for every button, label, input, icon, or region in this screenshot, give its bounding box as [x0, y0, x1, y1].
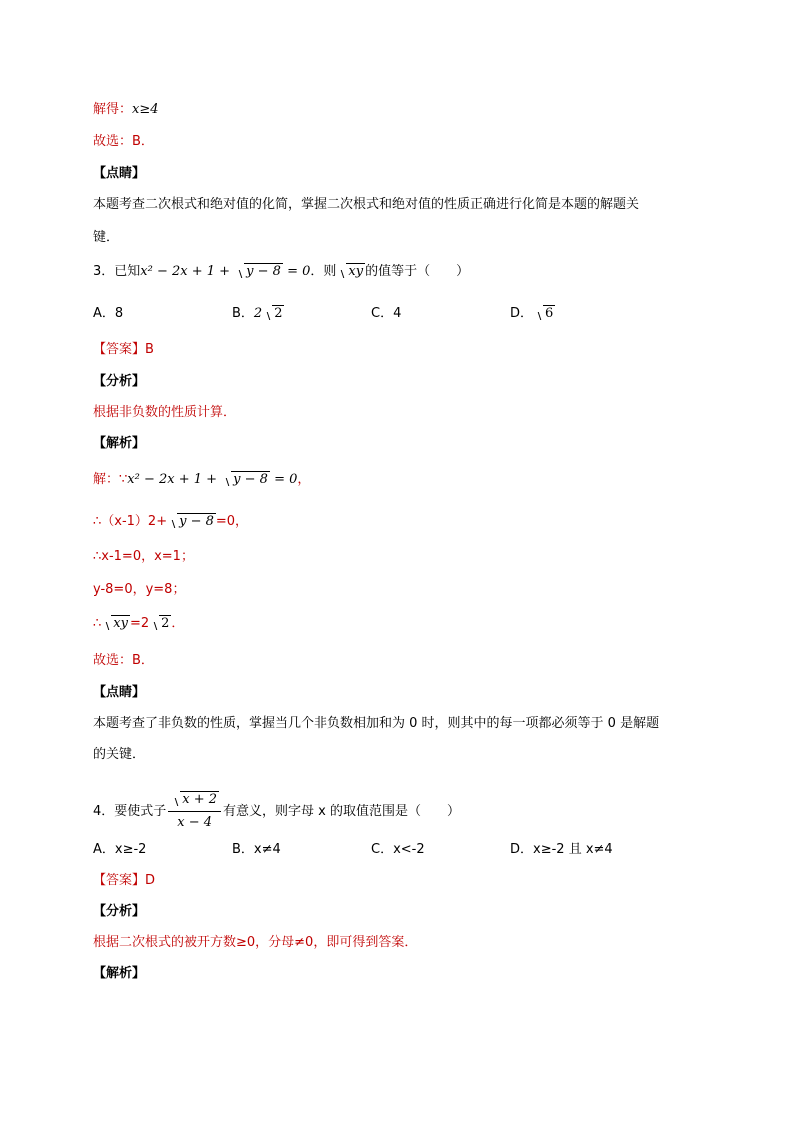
section-heading-analysis: 【分析】 — [93, 904, 146, 919]
radicand: y − 8 — [233, 472, 268, 487]
analysis-text: 根据二次根式的被开方数≥0，分母≠0，即可得到答案． — [93, 935, 418, 950]
text: 解得： — [93, 102, 133, 117]
answer-heading: 【答案】D — [93, 873, 156, 888]
radicand: 6 — [545, 306, 554, 321]
text: ∴ — [93, 616, 102, 631]
question-4 — [93, 790, 460, 833]
option-a: A．x≥-2 — [93, 842, 147, 857]
section-heading-analysis: 【分析】 — [93, 374, 146, 389]
text: 有意义，则字母 x 的取值范围是（ ） — [223, 804, 461, 819]
paragraph-line: 本题考查二次根式和绝对值的化简，掌握二次根式和绝对值的性质正确进行化简是本题的解题关 — [93, 197, 640, 212]
solution-step — [93, 512, 248, 532]
fraction-denominator: x − 4 — [177, 815, 213, 830]
text: 解：∵ — [93, 472, 128, 487]
sqrt-symbol — [263, 304, 284, 324]
sqrt-symbol — [102, 614, 130, 634]
text: =2 — [129, 616, 150, 631]
fraction — [168, 790, 221, 833]
answer-line: 故选：B． — [93, 653, 154, 668]
solution-step: y-8=0，y=8； — [93, 582, 186, 597]
paragraph-line: 的关键． — [93, 747, 146, 762]
section-heading-solution: 【解析】 — [93, 436, 146, 451]
question-number: 4．要使式子 — [93, 804, 167, 819]
option-d: D．x≥-2 且 x≠4 — [510, 842, 613, 857]
sqrt-symbol — [222, 470, 270, 490]
answer-line: 故选：B． — [93, 134, 154, 149]
question-number: 3．已知 — [93, 264, 141, 279]
sqrt-symbol — [171, 790, 219, 810]
solution-step — [93, 614, 184, 634]
section-heading-dianjing: 【点睛】 — [93, 685, 146, 700]
radicand: 2 — [274, 306, 283, 321]
answer-heading: 【答案】B — [93, 342, 154, 357]
option-label: B． — [232, 306, 254, 321]
text: ， — [297, 472, 311, 487]
math-expression: x² − 2x + 1 + — [140, 264, 235, 279]
sqrt-symbol — [150, 614, 171, 634]
text: 的值等于（ ） — [365, 264, 470, 279]
option-c: C．x<-2 — [371, 842, 425, 857]
sqrt-symbol — [235, 262, 283, 282]
radicand: y − 8 — [246, 264, 281, 279]
math-expression: = 0 — [269, 472, 298, 487]
radicand: x + 2 — [182, 792, 218, 807]
option-b: B．x≠4 — [232, 842, 281, 857]
text: ∴（x-1）2+ — [93, 514, 168, 529]
analysis-text: 根据非负数的性质计算． — [93, 405, 237, 420]
math-expression: x≥4 — [132, 102, 159, 117]
option-b — [232, 304, 284, 324]
solution-line — [93, 100, 159, 120]
option-a: A．8 — [93, 306, 124, 321]
option-label: D． — [510, 306, 534, 321]
sqrt-symbol — [168, 512, 216, 532]
paragraph-line: 键． — [93, 230, 120, 245]
question-3 — [93, 262, 469, 282]
paragraph-line: 本题考查了非负数的性质，掌握当几个非负数相加和为 0 时，则其中的每一项都必须等于 0 是解题 — [93, 716, 660, 731]
option-c: C．4 — [371, 306, 402, 321]
solution-step: ∴x-1=0，x=1； — [93, 549, 194, 564]
text: =0， — [215, 514, 249, 529]
text: ． — [171, 616, 185, 631]
section-heading-solution: 【解析】 — [93, 966, 146, 981]
radicand: y − 8 — [179, 514, 214, 529]
radicand: xy — [348, 264, 364, 279]
text: ．则 — [310, 264, 337, 279]
solution-step — [93, 470, 310, 490]
sqrt-symbol — [337, 262, 365, 282]
fraction-numerator — [168, 790, 221, 812]
radicand: xy — [113, 616, 128, 631]
math-expression: x² − 2x + 1 + — [127, 472, 222, 487]
sqrt-symbol — [534, 304, 555, 324]
math-expression: 2 — [253, 306, 263, 321]
section-heading-dianjing: 【点睛】 — [93, 166, 146, 181]
option-d — [510, 304, 555, 324]
radicand: 2 — [161, 616, 170, 631]
math-expression: = 0 — [282, 264, 311, 279]
